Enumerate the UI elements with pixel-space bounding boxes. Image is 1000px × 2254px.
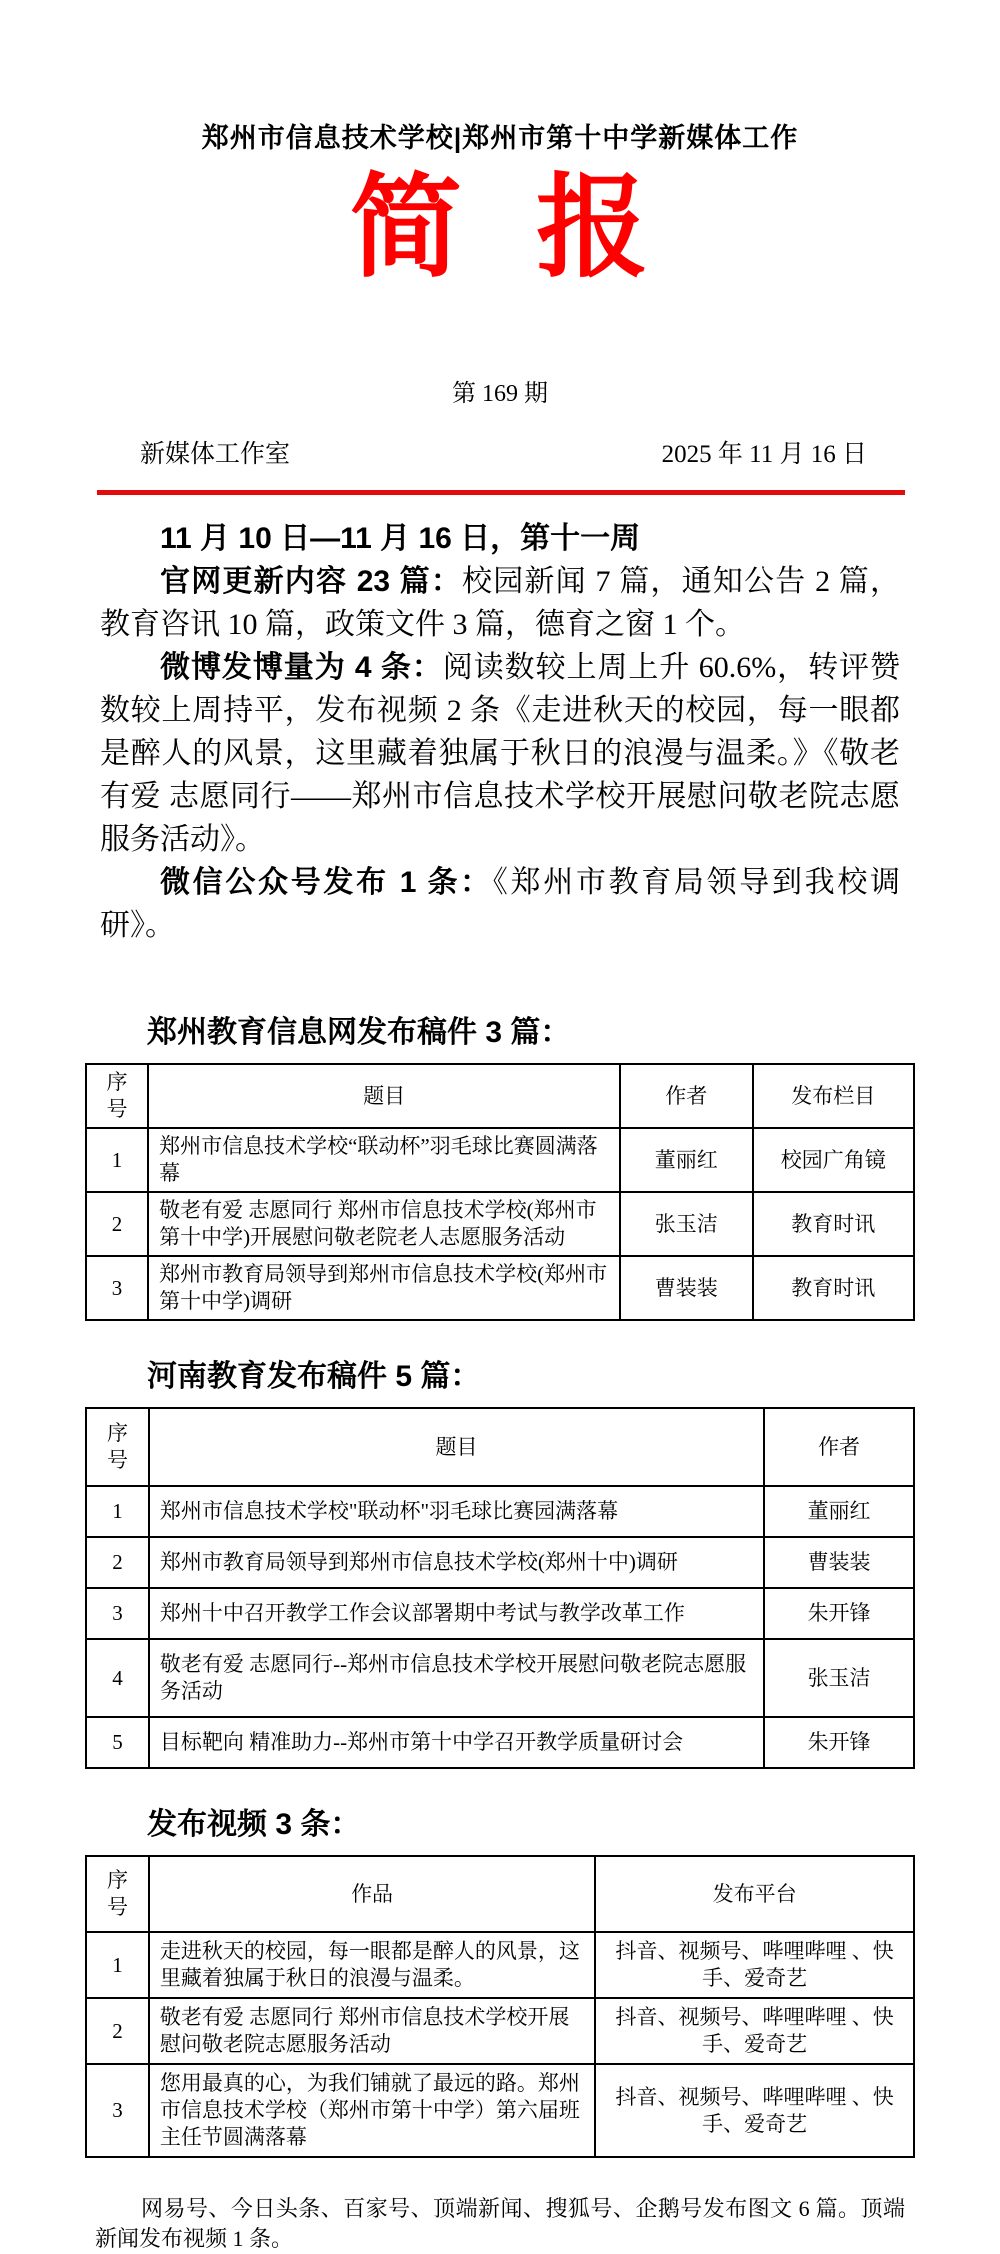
cell-serial: 1 bbox=[86, 1932, 149, 1998]
cell-platforms: 抖音、视频号、哔哩哔哩 、快手、爱奇艺 bbox=[595, 2064, 914, 2157]
paragraph-text: 阅读数较上周上升 60.6%，转评赞数较上周持平，发布视频 2 条《走进秋天的校园，每一眼都是醉人的风景，这里藏着独属于秋日的浪漫与温柔。》《敬老有爱 志愿同行——郑州市信息技术学校开展慰问敬老院志愿服务活动》。 bbox=[100, 651, 900, 857]
section-heading: 发布视频 3 条： bbox=[147, 1808, 361, 1842]
paragraph bbox=[100, 861, 900, 947]
cell-serial: 3 bbox=[86, 2064, 149, 2157]
paragraph bbox=[100, 560, 900, 646]
red-divider bbox=[97, 490, 905, 495]
issue-date: 2025 年 11 月 16 日 bbox=[661, 441, 867, 469]
cell-title: 郑州市教育局领导到郑州市信息技术学校(郑州市第十中学)调研 bbox=[148, 1256, 620, 1320]
paragraph-lead: 11 月 10 日—11 月 16 日，第十一周 bbox=[160, 522, 641, 556]
cell-serial: 3 bbox=[86, 1588, 149, 1639]
cell-serial: 2 bbox=[86, 1537, 149, 1588]
cell-author: 朱开锋 bbox=[764, 1588, 914, 1639]
section-heading: 河南教育发布稿件 5 篇： bbox=[147, 1360, 481, 1394]
cell-author: 张玉洁 bbox=[764, 1639, 914, 1717]
table-row bbox=[86, 1486, 914, 1537]
body bbox=[100, 517, 900, 947]
org-title: 郑州市信息技术学校|郑州市第十中学新媒体工作 bbox=[201, 123, 799, 153]
footer-paragraph: 网易号、今日头条、百家号、顶端新闻、搜狐号、企鹅号发布图文 6 篇。顶端新闻发布视频 1 条。 bbox=[95, 2196, 905, 2252]
paragraph-lead: 官网更新内容 23 篇： bbox=[160, 565, 463, 599]
table-row bbox=[86, 1932, 914, 1998]
cell-title: 敬老有爱 志愿同行--郑州市信息技术学校开展慰问敬老院志愿服务活动 bbox=[149, 1639, 764, 1717]
cell-serial: 4 bbox=[86, 1639, 149, 1717]
paragraph-lead: 微博发博量为 4 条： bbox=[160, 651, 443, 685]
cell-author: 曹装装 bbox=[764, 1537, 914, 1588]
table-row bbox=[86, 1998, 914, 2064]
cell-title: 敬老有爱 志愿同行 郑州市信息技术学校(郑州市第十中学)开展慰问敬老院老人志愿服务活动 bbox=[148, 1192, 620, 1256]
masthead bbox=[85, 434, 915, 470]
paragraph bbox=[100, 646, 900, 861]
cell-author: 董丽红 bbox=[764, 1486, 914, 1537]
cell-serial: 5 bbox=[86, 1717, 149, 1768]
table-row bbox=[86, 1537, 914, 1588]
header-cell-author: 作者 bbox=[620, 1064, 752, 1128]
zhengzhou-edu-info-table bbox=[85, 1063, 915, 1321]
table-header-row bbox=[86, 1064, 914, 1128]
cell-author: 董丽红 bbox=[620, 1128, 752, 1192]
cell-column: 教育时讯 bbox=[753, 1192, 914, 1256]
header-cell-title: 题目 bbox=[149, 1408, 764, 1486]
table-row bbox=[86, 1128, 914, 1192]
cell-title: 郑州市信息技术学校"联动杯"羽毛球比赛园满落幕 bbox=[149, 1486, 764, 1537]
cell-author: 曹装装 bbox=[620, 1256, 752, 1320]
table-row bbox=[86, 1717, 914, 1768]
cell-work: 您用最真的心，为我们铺就了最远的路。郑州市信息技术学校（郑州市第十中学）第六届班主任节圆满落幕 bbox=[149, 2064, 595, 2157]
cell-title: 郑州十中召开教学工作会议部署期中考试与教学改革工作 bbox=[149, 1588, 764, 1639]
cell-author: 朱开锋 bbox=[764, 1717, 914, 1768]
cell-author: 张玉洁 bbox=[620, 1192, 752, 1256]
cell-column: 教育时讯 bbox=[753, 1256, 914, 1320]
cell-title: 郑州市教育局领导到郑州市信息技术学校(郑州十中)调研 bbox=[149, 1537, 764, 1588]
table-header-row bbox=[86, 1408, 914, 1486]
section-zhengzhou-edu-info bbox=[85, 1007, 915, 1321]
paragraph-text: 校园新闻 7 篇，通知公告 2 篇，教育咨讯 10 篇，政策文件 3 篇，德育之窗 1 个。 bbox=[100, 565, 901, 642]
cell-serial: 1 bbox=[86, 1128, 148, 1192]
header-cell-author: 作者 bbox=[764, 1408, 914, 1486]
header-cell-column: 发布栏目 bbox=[753, 1064, 914, 1128]
bulletin-title: 简 报 bbox=[349, 165, 651, 290]
paragraph-lead: 微信公众号发布 1 条： bbox=[160, 866, 493, 900]
cell-work: 敬老有爱 志愿同行 郑州市信息技术学校开展慰问敬老院志愿服务活动 bbox=[149, 1998, 595, 2064]
header-cell-serial: 序号 bbox=[86, 1064, 148, 1128]
cell-serial: 3 bbox=[86, 1256, 148, 1320]
cell-title: 目标靶向 精准助力--郑州市第十中学召开教学质量研讨会 bbox=[149, 1717, 764, 1768]
header-cell-serial: 序号 bbox=[86, 1856, 149, 1932]
section-heading: 郑州教育信息网发布稿件 3 篇： bbox=[147, 1016, 571, 1050]
videos-table bbox=[85, 1855, 915, 2158]
issue-number: 第 169 期 bbox=[452, 381, 548, 408]
table-row bbox=[86, 2064, 914, 2157]
cell-work: 走进秋天的校园，每一眼都是醉人的风景，这里藏着独属于秋日的浪漫与温柔。 bbox=[149, 1932, 595, 1998]
cell-serial: 2 bbox=[86, 1192, 148, 1256]
department-name: 新媒体工作室 bbox=[140, 441, 291, 469]
henan-edu-table bbox=[85, 1407, 915, 1769]
cell-platforms: 抖音、视频号、哔哩哔哩 、快手、爱奇艺 bbox=[595, 1998, 914, 2064]
table-row bbox=[86, 1588, 914, 1639]
section-videos bbox=[85, 1799, 915, 2158]
section-henan-edu bbox=[85, 1351, 915, 1769]
header-cell-platforms: 发布平台 bbox=[595, 1856, 914, 1932]
table-row bbox=[86, 1256, 914, 1320]
paragraph bbox=[100, 517, 900, 560]
header-cell-title: 题目 bbox=[148, 1064, 620, 1128]
paragraph-text: 《郑州市教育局领导到我校调研》。 bbox=[100, 866, 901, 943]
header-cell-work: 作品 bbox=[149, 1856, 595, 1932]
cell-serial: 1 bbox=[86, 1486, 149, 1537]
table-row bbox=[86, 1639, 914, 1717]
table-row bbox=[86, 1192, 914, 1256]
cell-column: 校园广角镜 bbox=[753, 1128, 914, 1192]
cell-title: 郑州市信息技术学校“联动杯”羽毛球比赛圆满落幕 bbox=[148, 1128, 620, 1192]
cell-serial: 2 bbox=[86, 1998, 149, 2064]
header-cell-serial: 序号 bbox=[86, 1408, 149, 1486]
cell-platforms: 抖音、视频号、哔哩哔哩 、快手、爱奇艺 bbox=[595, 1932, 914, 1998]
table-header-row bbox=[86, 1856, 914, 1932]
footer bbox=[95, 2194, 905, 2254]
